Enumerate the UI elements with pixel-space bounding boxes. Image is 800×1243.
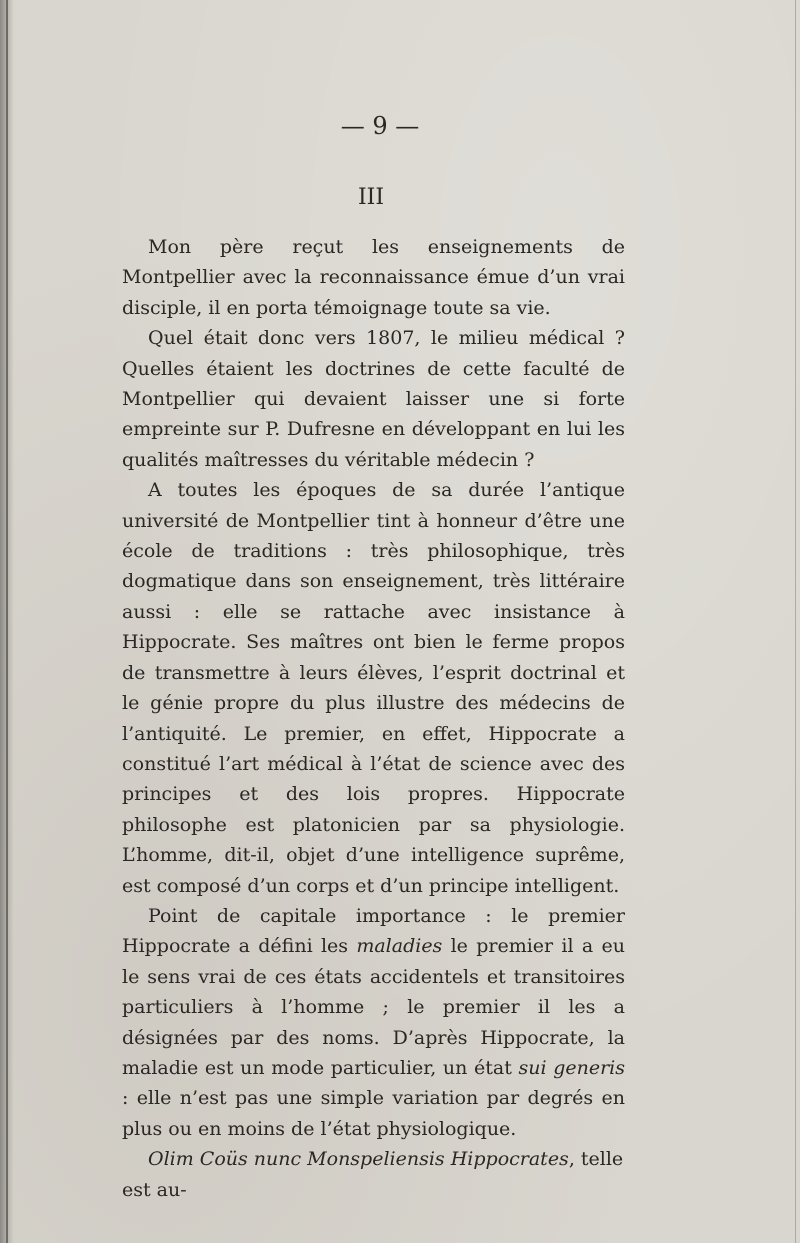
paragraph-5-text: , telle est au- (122, 1148, 624, 1201)
body-text (122, 232, 625, 1205)
paragraph-4-text-a: Point de capitale importance : le premier Hippocrate a défini les (122, 904, 625, 958)
paragraph-4 (122, 901, 625, 1144)
section-heading: III (357, 185, 385, 210)
paragraph-4-italic-maladies: maladies (356, 935, 443, 958)
paragraph-5 (122, 1144, 625, 1205)
page-number: — 9 — (340, 112, 420, 140)
paragraph-1: Mon père reçut les enseignements de Montpellier avec la reconnaissance émue d’un vrai disciple, il en porta témoignage toute sa vie. (122, 236, 625, 319)
paragraph-4-italic-sui-generis: sui generis (518, 1056, 626, 1079)
paragraph-5-italic-latin: Olim Coüs nunc Monspeliensis Hippocrates (148, 1148, 569, 1171)
page-right-edge (795, 0, 796, 1243)
paragraph-4-text-b: le premier il a eu le sens vrai de ces états accidentels et transitoires particuliers à l’homme ; le premier il les a désignées par des noms. D’après Hippocrate, la maladie est un mode particulier, un état (122, 935, 625, 1079)
paragraph-4-text-c: : elle n’est pas une simple variation par degrés en plus ou en moins de l’état physiologique. (122, 1087, 625, 1140)
paragraph-2: Quel était donc vers 1807, le milieu médical ? Quelles étaient les doctrines de cette faculté de Montpellier qui devaient laisser une si forte empreinte sur P. Dufresne en développant en lui les qualités maîtresses du véritable médecin ? (122, 327, 625, 471)
paragraph-3: A toutes les époques de sa durée l’antique université de Montpellier tint à honneur d’être une école de traditions : très philosophique, très dogmatique dans son enseignement, très littéraire aussi : elle se rattache avec insistance à Hippocrate. Ses maîtres ont bien le ferme propos de transmettre à leurs élèves, l’esprit doctrinal et le génie propre du plus illustre des médecins de l’antiquité. Le premier, en effet, Hippocrate a constitué l’art médical à l’état de science avec des principes et des lois propres. Hippocrate philosophe est platonicien par sa physiologie. L’homme, dit-il, objet d’une intelligence suprême, est composé d’un corps et d’un principe intelligent. (122, 479, 625, 897)
